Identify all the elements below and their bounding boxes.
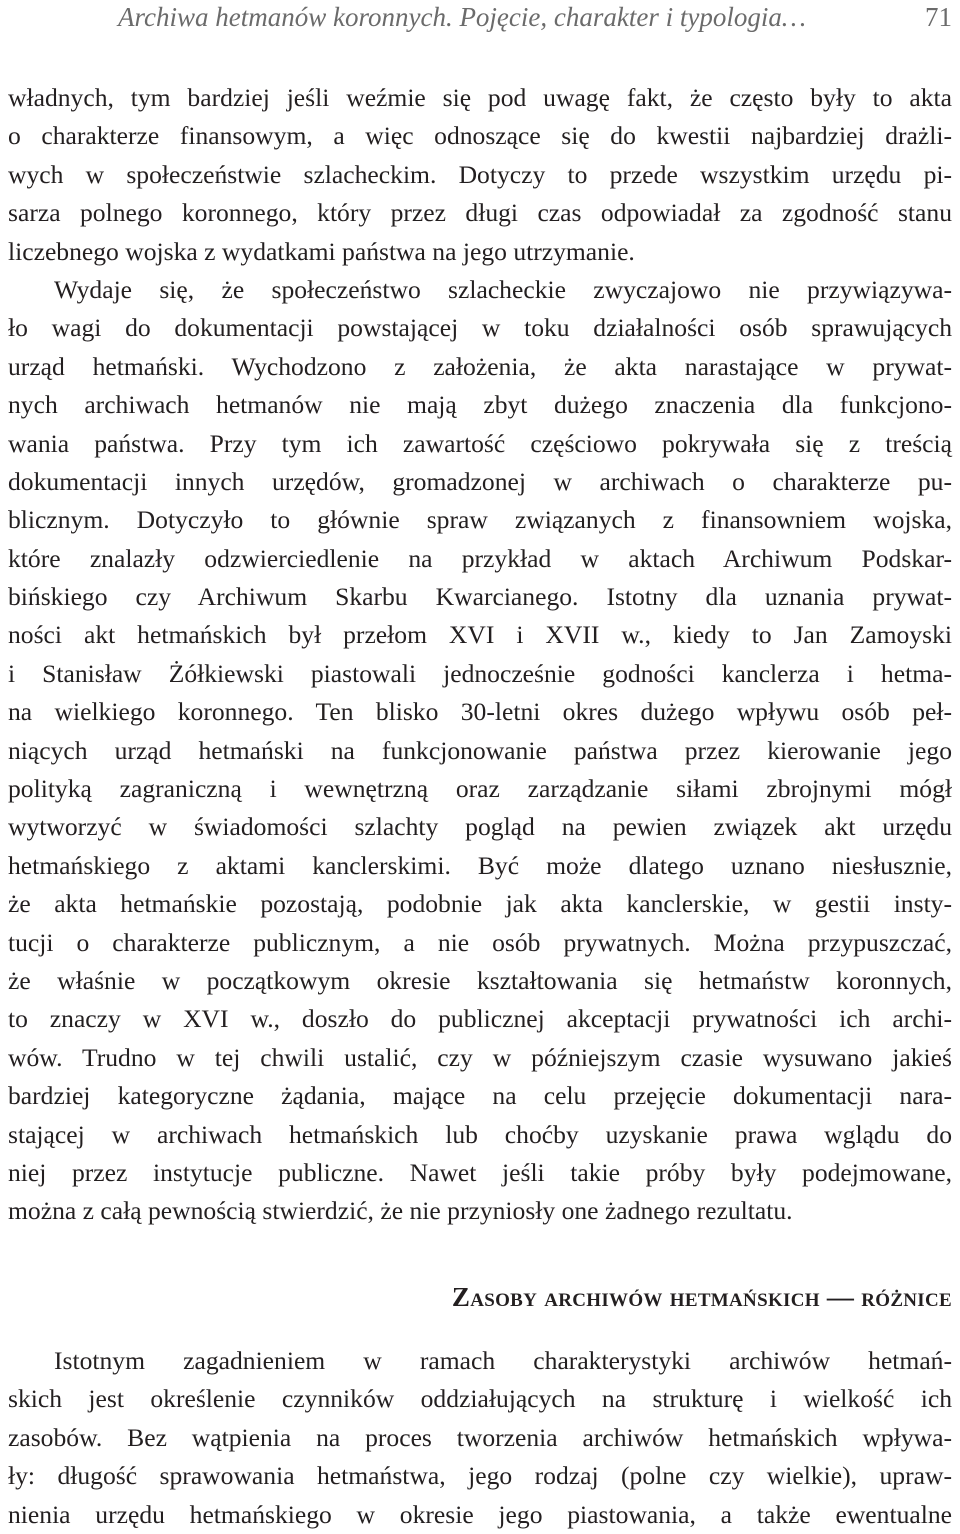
running-head: [0, 0, 960, 46]
text-line: które znalazły odzwierciedlenie na przykład w aktach Archiwum Podskar-: [8, 543, 952, 573]
text-line: władnych, tym bardziej jeśli weźmie się pod uwagę fakt, że często były to akta: [8, 83, 952, 112]
text-line: bardziej kategoryczne żądania, mające na celu przejęcie dokumentacji nara-: [8, 1081, 952, 1111]
text-line: Istotnym zagadnieniem w ramach charakterystyki archiwów hetmań-: [54, 1346, 952, 1375]
text-line: zasobów. Bez wątpienia na proces tworzenia archiwów hetmańskich wpływa-: [8, 1422, 952, 1452]
text-line: dokumentacji innych urzędów, gromadzonej w archiwach o charakterze pu-: [8, 466, 952, 496]
page-number: 71: [925, 2, 952, 32]
paragraph-3: [8, 1342, 952, 1534]
text-line: polityką zagraniczną i wewnętrzną oraz zarządzanie siłami zbrojnymi mógł: [8, 774, 952, 804]
main-text: [8, 79, 952, 1231]
running-head-title: Archiwa hetmanów koronnych. Pojęcie, charakter i typologia…: [118, 2, 806, 32]
text-line: wania państwa. Przy tym ich zawartość częściowo pokrywała się z treścią: [8, 428, 952, 458]
text-line: hetmańskiego z aktami kanclerskimi. Być może dlatego uznano niesłusznie,: [8, 850, 952, 880]
text-line: nych archiwach hetmanów nie mają zbyt dużego znaczenia dla funkcjono-: [8, 390, 952, 420]
text-line: tucji o charakterze publicznym, a nie osób prywatnych. Można przypuszczać,: [8, 927, 952, 957]
text-line: to znaczy w XVI w., doszło do publicznej akceptacji prywatności ich archi-: [8, 1004, 952, 1034]
text-line: blicznym. Dotyczyło to głównie spraw związanych z finansowniem wojska,: [8, 505, 952, 535]
text-line: ły: długość sprawowania hetmaństwa, jego rodzaj (polne czy wielkie), upraw-: [8, 1461, 952, 1491]
text-line: liczebnego wojska z wydatkami państwa na jego utrzymanie.: [8, 236, 635, 266]
text-line: nienia urzędu hetmańskiego w okresie jego piastowania, a także ewentualne: [8, 1499, 952, 1529]
text-line: wytworzyć w świadomości szlachty pogląd na pewien związek akt urzędu: [8, 812, 952, 842]
section-text: [8, 1342, 952, 1534]
text-line: urząd hetmański. Wychodzono z założenia, że akta narastające w prywat-: [8, 351, 952, 381]
text-line: skich jest określenie czynników oddziałujących na strukturę i wielkość ich: [8, 1384, 952, 1414]
text-line: że właśnie w początkowym okresie kształtowania się hetmaństw koronnych,: [8, 965, 952, 995]
text-line: i Stanisław Żółkiewski piastowali jednocześnie godności kanclerza i hetma-: [8, 658, 952, 688]
text-line: na wielkiego koronnego. Ten blisko 30-letni okres dużego wpływu osób peł-: [8, 697, 952, 727]
text-line: można z całą pewnością stwierdzić, że nie przyniosły one żadnego rezultatu.: [8, 1196, 793, 1226]
text-line: że akta hetmańskie pozostają, podobnie jak akta kanclerskie, w gestii insty-: [8, 889, 952, 919]
paragraph-2: [8, 271, 952, 1231]
text-line: sarza polnego koronnego, który przez długi czas odpowiadał za zgodność stanu: [8, 198, 952, 228]
section-heading: Zasoby archiwów hetmańskich — różnice: [451, 1282, 952, 1312]
paragraph-1: [8, 79, 952, 271]
text-line: ności akt hetmańskich był przełom XVI i XVII w., kiedy to Jan Zamoyski: [8, 620, 952, 650]
text-line: stającej w archiwach hetmańskich lub choćby uzyskanie prawa wglądu do: [8, 1119, 952, 1149]
text-line: o charakterze finansowym, a więc odnoszące się do kwestii najbardziej drażli-: [8, 121, 952, 151]
text-line: bińskiego czy Archiwum Skarbu Kwarcianego. Istotny dla uznania prywat-: [8, 582, 952, 612]
text-line: ło wagi do dokumentacji powstającej w toku działalności osób sprawujących: [8, 313, 952, 343]
text-line: Wydaje się, że społeczeństwo szlacheckie zwyczajowo nie przywiązywa-: [54, 274, 952, 304]
text-line: niących urząd hetmański na funkcjonowanie państwa przez kierowanie jego: [8, 735, 952, 765]
text-line: wów. Trudno w tej chwili ustalić, czy w późniejszym czasie wysuwano jakieś: [8, 1042, 952, 1072]
text-line: niej przez instytucje publiczne. Nawet jeśli takie próby były podejmowane,: [8, 1157, 952, 1187]
text-line: wych w społeczeństwie szlacheckim. Dotyczy to przede wszystkim urzędu pi-: [8, 159, 952, 189]
